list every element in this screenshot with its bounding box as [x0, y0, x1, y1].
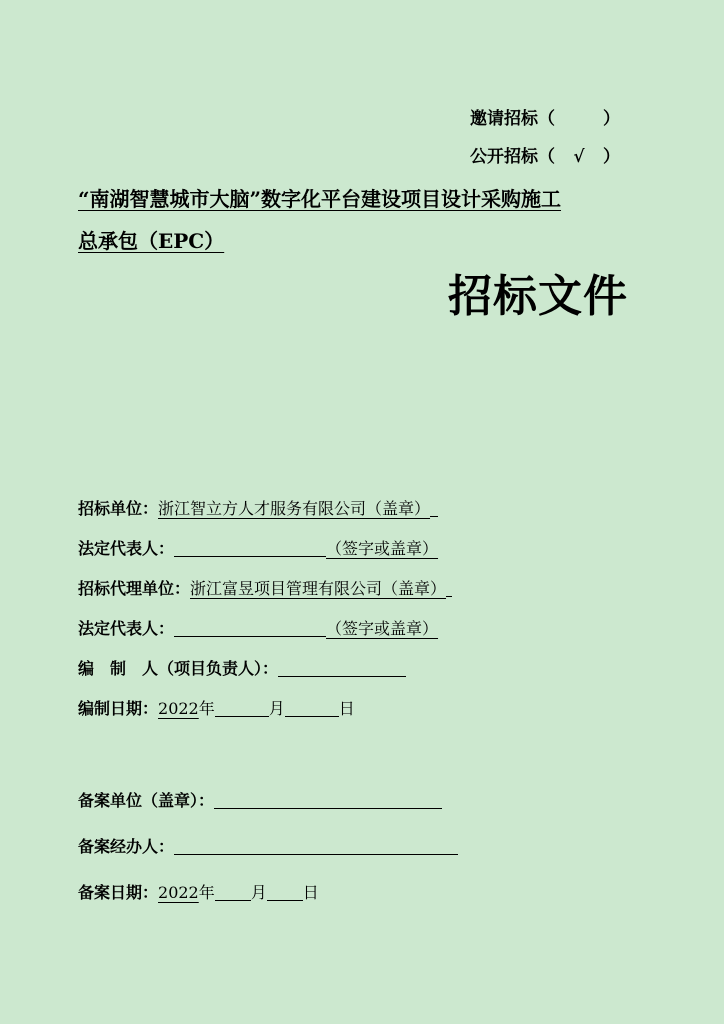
filing-unit-label: 备案单位（盖章）：	[78, 791, 215, 810]
tenderer-row	[78, 499, 438, 517]
compile-date-label: 编制日期：	[78, 699, 159, 718]
filing-handler-blank	[174, 837, 458, 855]
agency-label: 招标代理单位：	[78, 579, 191, 598]
open-tender-check-mark: √	[573, 147, 585, 167]
invite-tender-option	[470, 111, 620, 128]
legal-rep-blank-1	[174, 539, 326, 557]
filing-month-char: 月	[250, 883, 267, 902]
compile-year-char: 年	[198, 699, 215, 718]
filing-date-row	[78, 883, 319, 901]
legal-rep-label-1: 法定代表人：	[78, 539, 175, 558]
invite-tender-label: 邀请招标（	[470, 109, 555, 129]
compile-day-blank	[285, 699, 339, 717]
filing-handler-row	[78, 837, 458, 855]
invite-tender-close: ）	[603, 109, 620, 129]
tenderer-label: 招标单位：	[78, 499, 159, 518]
agency-value: 浙江富昱项目管理有限公司（盖章）	[190, 579, 447, 598]
project-title-line1: “南湖智慧城市大脑”数字化平台建设项目设计采购施工	[78, 187, 562, 211]
legal-rep-row-2	[78, 619, 438, 637]
open-tender-close: ）	[603, 147, 620, 167]
compile-day-char: 日	[338, 699, 355, 718]
legal-rep-blank-2	[174, 619, 326, 637]
document-title: 招标文件	[448, 271, 628, 322]
agency-row	[78, 579, 452, 597]
compiler-blank	[278, 659, 406, 677]
compile-month-blank	[215, 699, 269, 717]
legal-rep-suffix-1: （签字或盖章）	[326, 539, 439, 558]
filing-unit-blank	[214, 791, 442, 809]
legal-rep-row-1	[78, 539, 438, 557]
filing-year: 2022	[158, 883, 199, 902]
open-tender-label: 公开招标（	[470, 147, 555, 167]
filing-month-blank	[215, 883, 251, 901]
legal-rep-label-2: 法定代表人：	[78, 619, 175, 638]
legal-rep-suffix-2: （签字或盖章）	[326, 619, 439, 638]
filing-day-blank	[267, 883, 303, 901]
compile-year: 2022	[158, 699, 199, 718]
compile-month-char: 月	[268, 699, 285, 718]
filing-handler-label: 备案经办人：	[78, 837, 175, 856]
open-tender-option	[470, 149, 620, 166]
filing-day-char: 日	[302, 883, 319, 902]
compiler-label: 编 制 人（项目负责人）：	[78, 659, 279, 678]
project-title-line2: 总承包（EPC）	[78, 229, 225, 253]
filing-year-char: 年	[198, 883, 215, 902]
compiler-row	[78, 659, 406, 677]
tenderer-value: 浙江智立方人才服务有限公司（盖章）	[158, 499, 431, 518]
compile-date-row	[78, 699, 355, 717]
filing-unit-row	[78, 791, 442, 809]
filing-date-label: 备案日期：	[78, 883, 159, 902]
